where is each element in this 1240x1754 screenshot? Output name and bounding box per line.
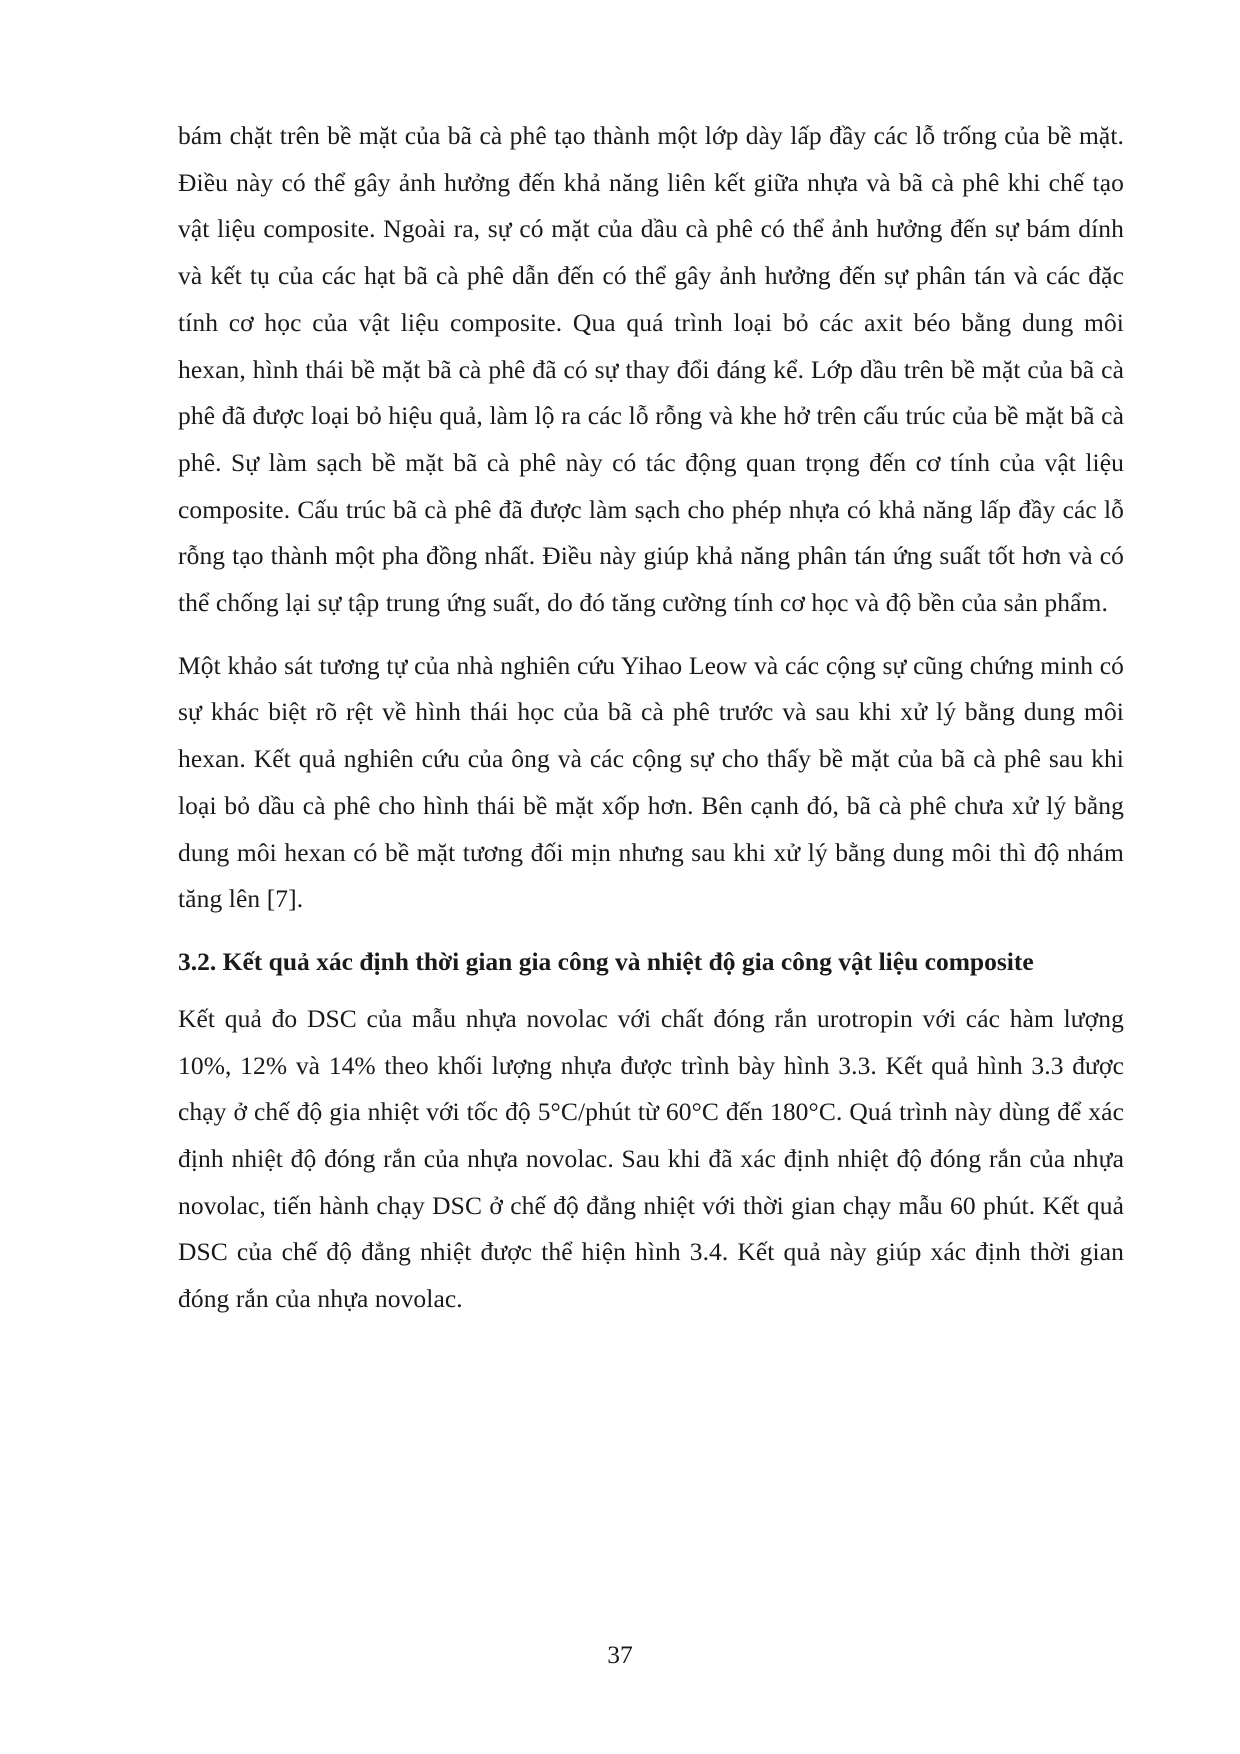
page-number: 37 [607,1640,633,1669]
section-heading: 3.2. Kết quả xác định thời gian gia công và nhiệt độ gia công vật liệu composite [178,946,1034,976]
body-paragraph: bám chặt trên bề mặt của bã cà phê tạo thành một lớp dày lấp đầy các lỗ trống của bề mặt. Điều này có thể gây ảnh hưởng đến khả năng liên kết giữa nhựa và bã cà phê khi chế tạo vật liệu composite. Ngoài ra, sự có mặt của dầu cà phê có thể ảnh hưởng đến sự bám dính và kết tụ của các hạt bã cà phê dẫn đến có thể gây ảnh hưởng đến sự phân tán và các đặc tính cơ học của vật liệu composite. Qua quá trình loại bỏ các axit béo bằng dung môi hexan, hình thái bề mặt bã cà phê đã có sự thay đổi đáng kể. Lớp dầu trên bề mặt của bã cà phê đã được loại bỏ hiệu quả, làm lộ ra các lỗ rỗng và khe hở trên cấu trúc của bề mặt bã cà phê. Sự làm sạch bề mặt bã cà phê này có tác động quan trọng đến cơ tính của vật liệu composite. Cấu trúc bã cà phê đã được làm sạch cho phép nhựa có khả năng lấp đầy các lỗ rỗng tạo thành một pha đồng nhất. Điều này giúp khả năng phân tán ứng suất tốt hơn và có thể chống lại sự tập trung ứng suất, do đó tăng cường tính cơ học và độ bền của sản phẩm. [178,121,1124,618]
body-paragraph: Một khảo sát tương tự của nhà nghiên cứu Yihao Leow và các cộng sự cũng chứng minh có sự khác biệt rõ rệt về hình thái học của bã cà phê trước và sau khi xử lý bằng dung môi hexan. Kết quả nghiên cứu của ông và các cộng sự cho thấy bề mặt của bã cà phê sau khi loại bỏ dầu cà phê cho hình thái bề mặt xốp hơn. Bên cạnh đó, bã cà phê chưa xử lý bằng dung môi hexan có bề mặt tương đối mịn nhưng sau khi xử lý bằng dung môi thì độ nhám tăng lên [7]. [178,650,1124,914]
page-body [178,113,1124,1323]
section-paragraph: Kết quả đo DSC của mẫu nhựa novolac với chất đóng rắn urotropin với các hàm lượng 10%, 12% và 14% theo khối lượng nhựa được trình bày hình 3.3. Kết quả hình 3.3 được chạy ở chế độ gia nhiệt với tốc độ 5°C/phút từ 60°C đến 180°C. Quá trình này dùng để xác định nhiệt độ đóng rắn của nhựa novolac. Sau khi đã xác định nhiệt độ đóng rắn của nhựa novolac, tiến hành chạy DSC ở chế độ đẳng nhiệt với thời gian chạy mẫu 60 phút. Kết quả DSC của chế độ đẳng nhiệt được thể hiện hình 3.4. Kết quả này giúp xác định thời gian đóng rắn của nhựa novolac. [178,1003,1124,1314]
